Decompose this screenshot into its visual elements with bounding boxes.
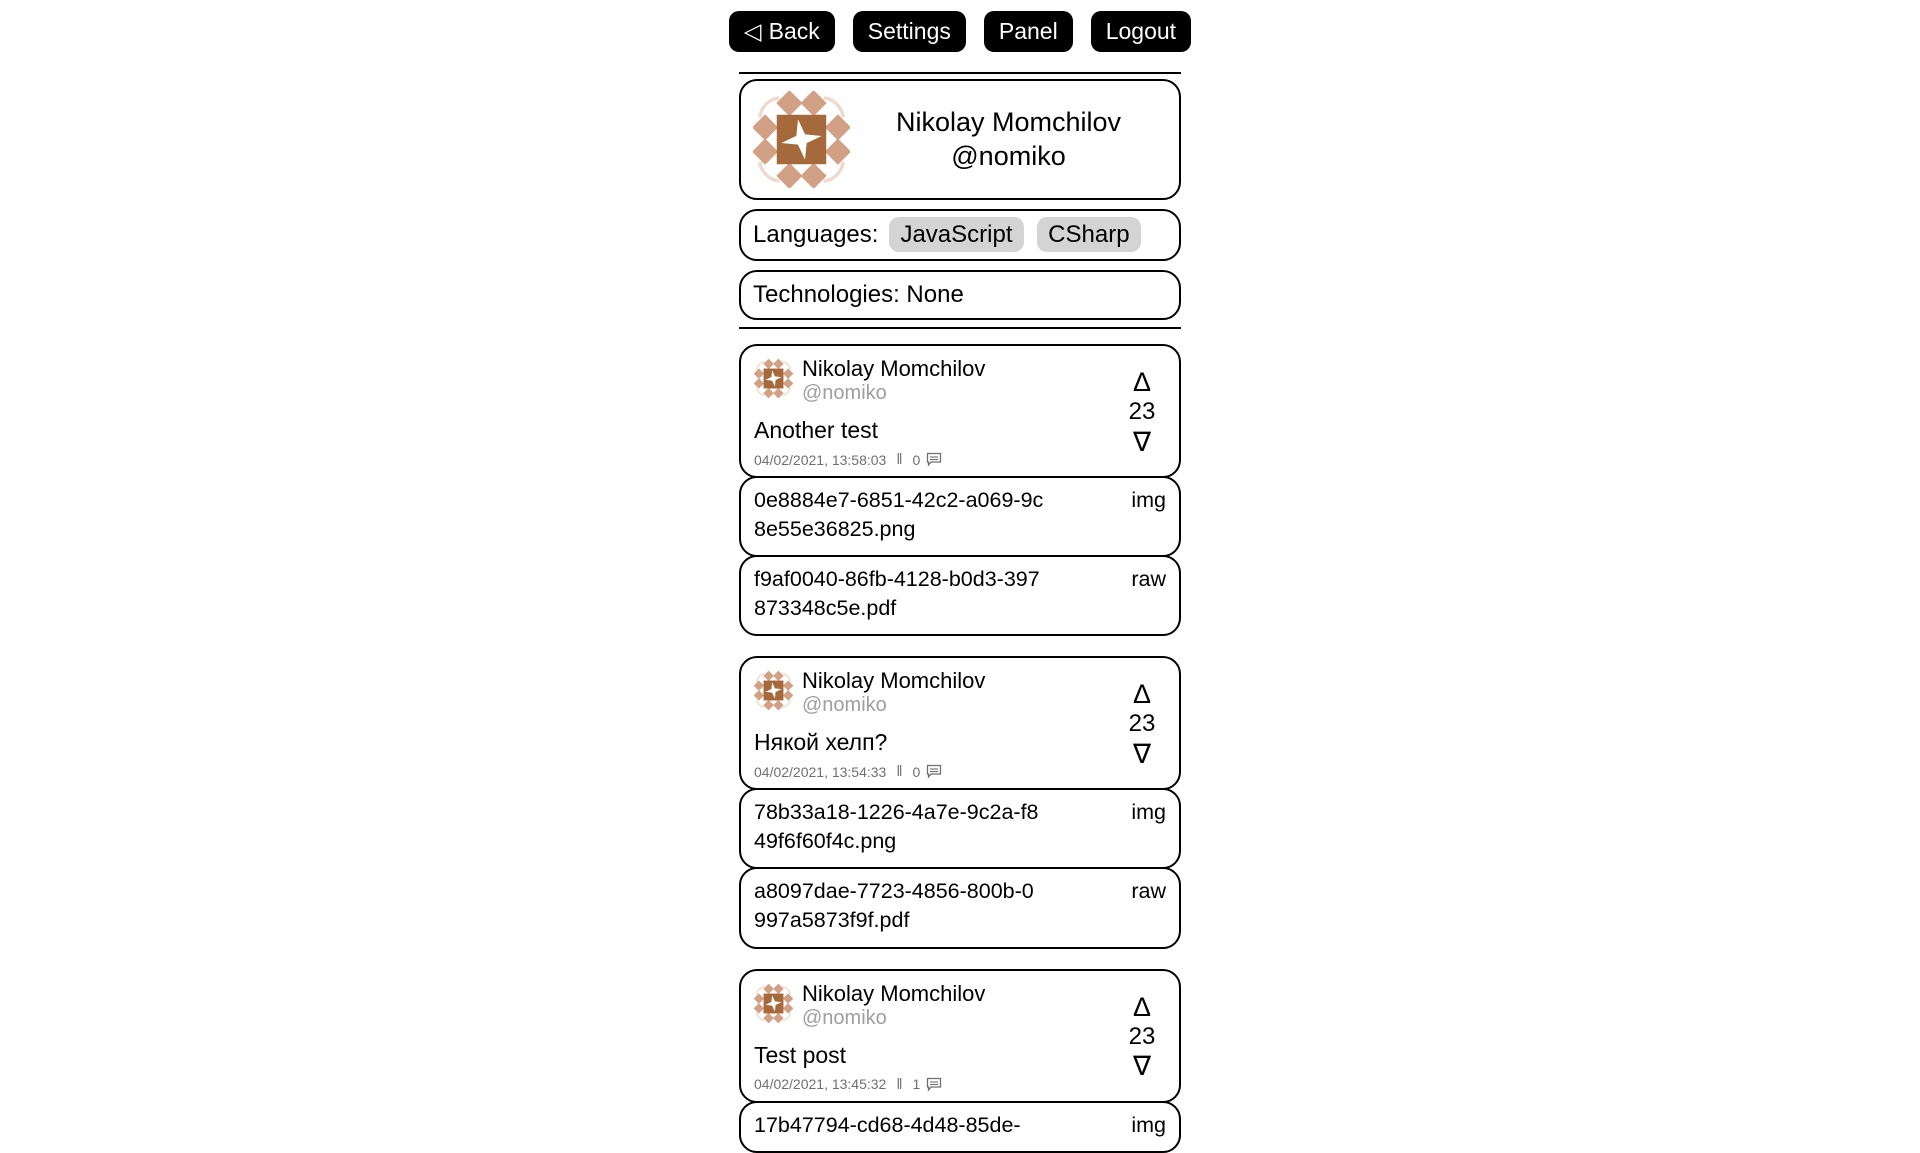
language-tag: CSharp <box>1037 217 1140 252</box>
technologies-card <box>739 270 1181 320</box>
comment-bubble-icon <box>926 764 942 779</box>
post <box>739 969 1181 1153</box>
post-timestamp: 04/02/2021, 13:58:03 <box>754 451 887 468</box>
attachment-type-label: img <box>1131 488 1166 513</box>
languages-label: Languages: <box>753 221 879 248</box>
back-button[interactable] <box>729 11 835 52</box>
divider-top <box>739 72 1181 74</box>
profile-names <box>850 106 1167 174</box>
attachment-row[interactable] <box>739 867 1181 948</box>
attachment-filename: a8097dae-7723-4856-800b-0997a5873f9f.pdf <box>754 879 1034 933</box>
attachment-type-label: raw <box>1131 879 1166 904</box>
post-author <box>802 669 985 717</box>
settings-button[interactable]: Settings <box>853 11 966 52</box>
post-author-avatar-identicon <box>754 359 793 398</box>
attachment-row[interactable] <box>739 476 1181 557</box>
profile-card <box>739 79 1181 200</box>
post-list <box>739 344 1181 1153</box>
post-card[interactable] <box>739 344 1181 478</box>
post-main <box>754 357 1120 468</box>
attachment-filename: 78b33a18-1226-4a7e-9c2a-f849f6f60f4c.png <box>754 800 1039 854</box>
post <box>739 656 1181 948</box>
post-title: Някой хелп? <box>754 729 888 756</box>
post-timestamp: 04/02/2021, 13:45:32 <box>754 1076 887 1093</box>
vote-count: 23 <box>1128 710 1156 738</box>
back-button-label: Back <box>768 18 820 44</box>
logout-button[interactable]: Logout <box>1091 11 1191 52</box>
post-author-handle: @nomiko <box>802 382 887 405</box>
post-meta <box>754 763 1120 780</box>
attachment-type-label: img <box>1131 1112 1166 1137</box>
profile-column <box>739 72 1181 1153</box>
technologies-text: Technologies: None <box>753 281 964 308</box>
downvote-button[interactable]: ∇ <box>1132 739 1152 770</box>
comment-bubble-icon <box>926 452 942 467</box>
language-tag-list <box>882 221 1140 249</box>
language-tag: JavaScript <box>889 217 1023 252</box>
post-author-avatar-identicon <box>754 984 793 1023</box>
post-timestamp: 04/02/2021, 13:54:33 <box>754 763 887 780</box>
comment-bubble-icon <box>926 1077 942 1092</box>
languages-card <box>739 209 1181 261</box>
attachment-type-label: img <box>1131 800 1166 825</box>
post-comment-count: 0 <box>912 763 921 780</box>
divider-posts <box>739 327 1181 329</box>
back-arrow-icon: ◁ <box>743 18 762 44</box>
post-header <box>754 669 1120 717</box>
post-author-name: Nikolay Momchilov <box>802 356 986 381</box>
post <box>739 344 1181 636</box>
post-card[interactable] <box>739 969 1181 1103</box>
vote-column <box>1120 357 1166 468</box>
profile-handle: @nomiko <box>951 140 1066 171</box>
downvote-button[interactable]: ∇ <box>1132 426 1152 457</box>
vote-count: 23 <box>1128 1022 1156 1050</box>
upvote-button[interactable]: Δ <box>1132 367 1152 398</box>
profile-avatar-identicon <box>753 91 850 188</box>
post-title: Test post <box>754 1041 847 1068</box>
attachment-type-label: raw <box>1131 567 1166 592</box>
vote-column <box>1120 982 1166 1093</box>
post-card[interactable] <box>739 656 1181 790</box>
attachment-filename: 17b47794-cd68-4d48-85de- <box>754 1112 1021 1137</box>
top-navigation <box>0 0 1920 52</box>
post-main <box>754 669 1120 780</box>
post-header <box>754 982 1120 1030</box>
attachment-filename: 0e8884e7-6851-42c2-a069-9c8e55e36825.png <box>754 488 1044 542</box>
post-comment-count: 1 <box>912 1076 921 1093</box>
profile-name: Nikolay Momchilov <box>895 106 1122 137</box>
post-meta <box>754 1076 1120 1093</box>
post-author-handle: @nomiko <box>802 694 887 717</box>
attachment-row[interactable] <box>739 788 1181 869</box>
panel-button[interactable]: Panel <box>984 11 1073 52</box>
post-author <box>802 982 985 1030</box>
post-header <box>754 357 1120 405</box>
upvote-button[interactable]: Δ <box>1132 679 1152 710</box>
attachment-row[interactable] <box>739 555 1181 636</box>
meta-separator: ‖ <box>896 763 903 781</box>
post-main <box>754 982 1120 1093</box>
post-title: Another test <box>754 417 879 444</box>
post-author <box>802 357 985 405</box>
post-author-name: Nikolay Momchilov <box>802 668 986 694</box>
meta-separator: ‖ <box>896 451 903 469</box>
post-author-name: Nikolay Momchilov <box>802 980 986 1006</box>
post-comment-count: 0 <box>912 451 921 468</box>
vote-column <box>1120 669 1166 780</box>
meta-separator: ‖ <box>896 1075 903 1093</box>
downvote-button[interactable]: ∇ <box>1132 1051 1152 1082</box>
vote-count: 23 <box>1128 398 1156 426</box>
attachment-filename: f9af0040-86fb-4128-b0d3-397873348c5e.pdf <box>754 567 1040 621</box>
post-author-avatar-identicon <box>754 671 793 710</box>
upvote-button[interactable]: Δ <box>1132 991 1152 1022</box>
attachment-row[interactable] <box>739 1101 1181 1153</box>
post-author-handle: @nomiko <box>802 1006 887 1029</box>
post-meta <box>754 451 1120 468</box>
